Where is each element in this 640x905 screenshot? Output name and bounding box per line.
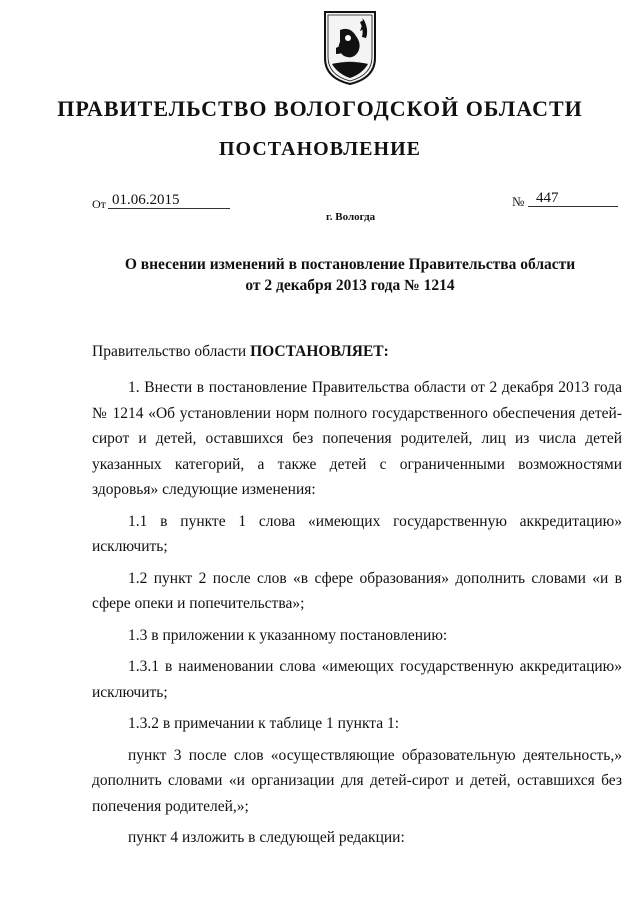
- body-paragraph: 1.2 пункт 2 после слов «в сфере образования» дополнить словами «и в сфере опеки и попечительства»;: [92, 569, 622, 612]
- document-type: ПОСТАНОВЛЕНИЕ: [219, 138, 421, 160]
- body-paragraph: 1.3.2 в примечании к таблице 1 пункта 1:: [128, 715, 400, 732]
- number-prefix: №: [512, 194, 525, 209]
- document-body: [92, 375, 622, 857]
- body-paragraph: пункт 3 после слов «осуществляющие образовательную деятельность,» дополнить словами «и организации для детей-сирот и детей, оставшихся без попечения родителей,»;: [92, 746, 622, 815]
- government-title: ПРАВИТЕЛЬСТВО ВОЛОГОДСКОЙ ОБЛАСТИ: [57, 96, 583, 121]
- document-number: 447: [528, 190, 618, 207]
- resolution-intro: [92, 343, 389, 361]
- body-paragraph: 1. Внести в постановление Правительства области от 2 декабря 2013 года № 1214 «Об установлении норм полного государственного обеспечения детей-сирот и детей, оставшихся без попечения родителей, лиц из числа детей указанных категорий, а также детей с ограниченными возможностями здоровья» следующие изменения:: [92, 379, 622, 498]
- date-prefix: От: [92, 197, 106, 211]
- body-paragraph: 1.3.1 в наименовании слова «имеющих государственную аккредитацию» исключить;: [92, 658, 622, 701]
- coat-of-arms-icon: [322, 8, 378, 86]
- body-paragraph: пункт 4 изложить в следующей редакции:: [128, 829, 405, 846]
- document-date: 01.06.2015: [108, 192, 230, 209]
- intro-text: Правительство области: [92, 343, 247, 360]
- body-paragraph: 1.3 в приложении к указанному постановлению:: [128, 626, 448, 644]
- subject-line-1: О внесении изменений в постановление Правительства области: [124, 256, 576, 273]
- city-label: г. Вологда: [326, 211, 376, 223]
- document-subject: [100, 254, 600, 296]
- body-paragraph: 1.1 в пункте 1 слова «имеющих государственную аккредитацию» исключить;: [92, 512, 622, 555]
- intro-emphasis: ПОСТАНОВЛЯЕТ:: [250, 343, 389, 360]
- subject-line-2: от 2 декабря 2013 года № 1214: [245, 277, 455, 294]
